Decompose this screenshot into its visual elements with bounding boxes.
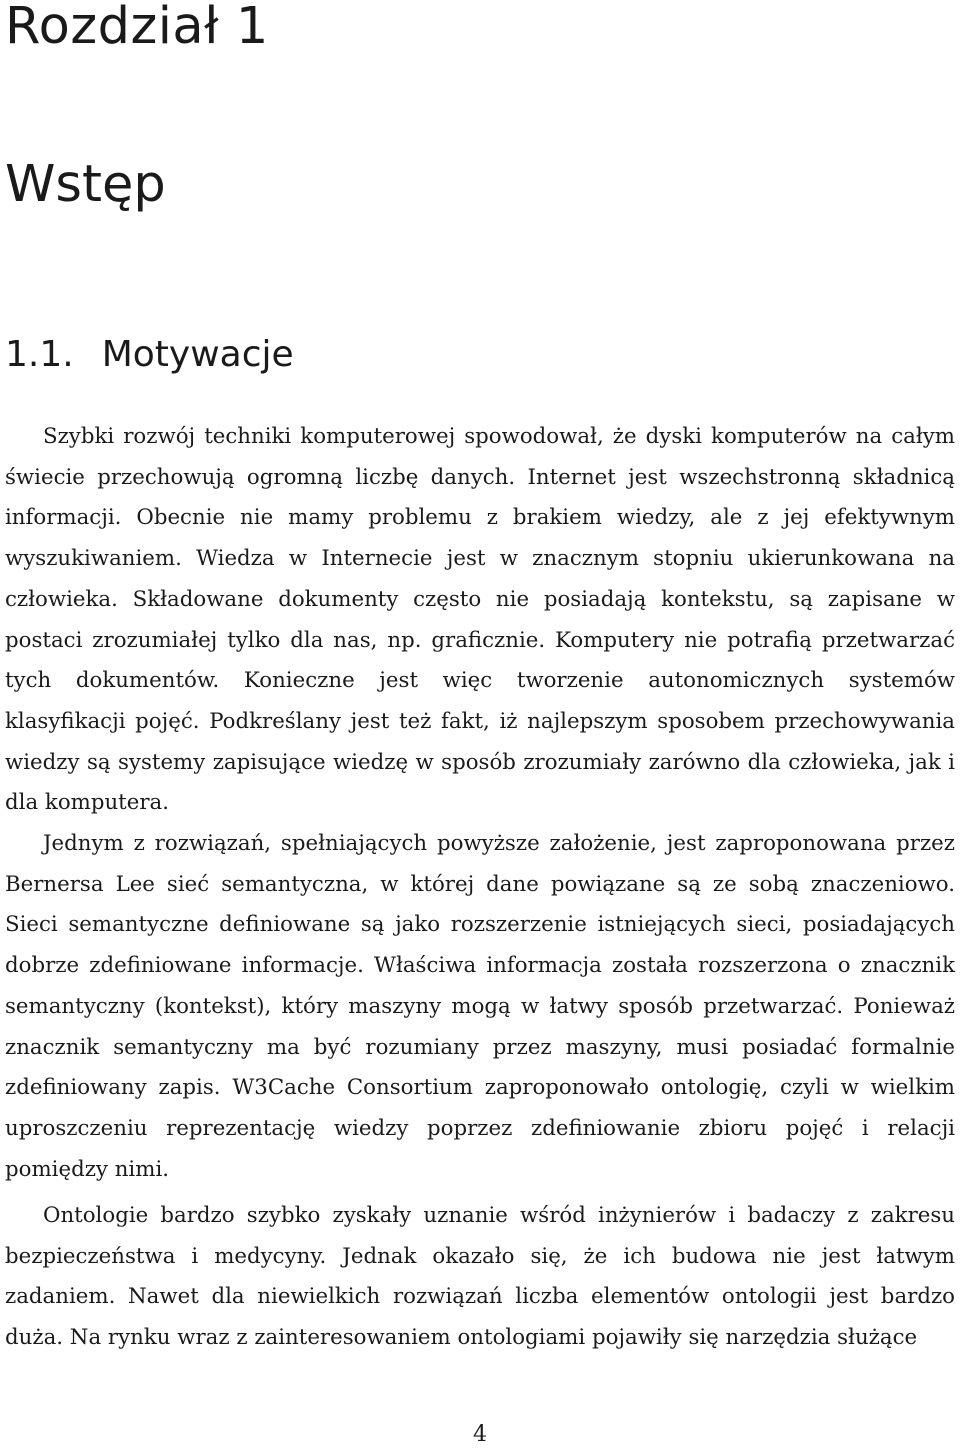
page-number: 4 (473, 1422, 487, 1447)
chapter-label: Rozdział 1 (5, 0, 269, 56)
paragraph: Szybki rozwój techniki komputerowej spowodował, że dyski komputerów na całym świecie przechowują ogromną liczbę danych. Internet jest wszechstronną składnicą informacji. Obecnie nie mamy problemu z brakiem wiedzy, ale z jej efektywnym wyszukiwaniem. Wiedza w Internecie jest w znacznym stopniu ukierunkowana na człowieka. Składowane dokumenty często nie posiadają kontekstu, są zapisane w postaci zrozumiałej tylko dla nas, np. graficznie. Komputery nie potrafią przetwarzać tych dokumentów. Konieczne jest więc tworzenie autonomicznych systemów klasyfikacji pojęć. Podkreślany jest też fakt, iż najlepszym sposobem przechowywania wiedzy są systemy zapisujące wiedzę w sposób zrozumiały zarówno dla człowieka, jak i dla komputera. (5, 424, 955, 816)
chapter-title: Wstęp (5, 155, 166, 214)
section-heading (5, 331, 294, 379)
section-number: 1.1. (5, 334, 74, 375)
paragraph: Ontologie bardzo szybko zyskały uznanie wśród inżynierów i badaczy z zakresu bezpieczeństwa i medycyny. Jednak okazało się, że ich budowa nie jest łatwym zadaniem. Nawet dla niewielkich rozwiązań liczba elementów ontologii jest bardzo duża. Na rynku wraz z zainteresowaniem ontologiami pojawiły się narzędzia służące (5, 1203, 955, 1351)
paragraph: Jednym z rozwiązań, spełniających powyższe założenie, jest zaproponowana przez Bernersa Lee sieć semantyczna, w której dane powiązane są ze sobą znaczeniowo. Sieci semantyczne definiowane są jako rozszerzenie istniejących sieci, posiadających dobrze zdefiniowane informacje. Właściwa informacja została rozszerzona o znacznik semantyczny (kontekst), który maszyny mogą w łatwy sposób przetwarzać. Ponieważ znacznik semantyczny ma być rozumiany przez maszyny, musi posiadać formalnie zdefiniowany zapis. W3Cache Consortium zaproponowało ontologię, czyli w wielkim uproszczeniu reprezentację wiedzy poprzez zdefiniowanie zbioru pojęć i relacji pomiędzy nimi. (5, 831, 955, 1182)
section-title: Motywacje (101, 334, 294, 375)
